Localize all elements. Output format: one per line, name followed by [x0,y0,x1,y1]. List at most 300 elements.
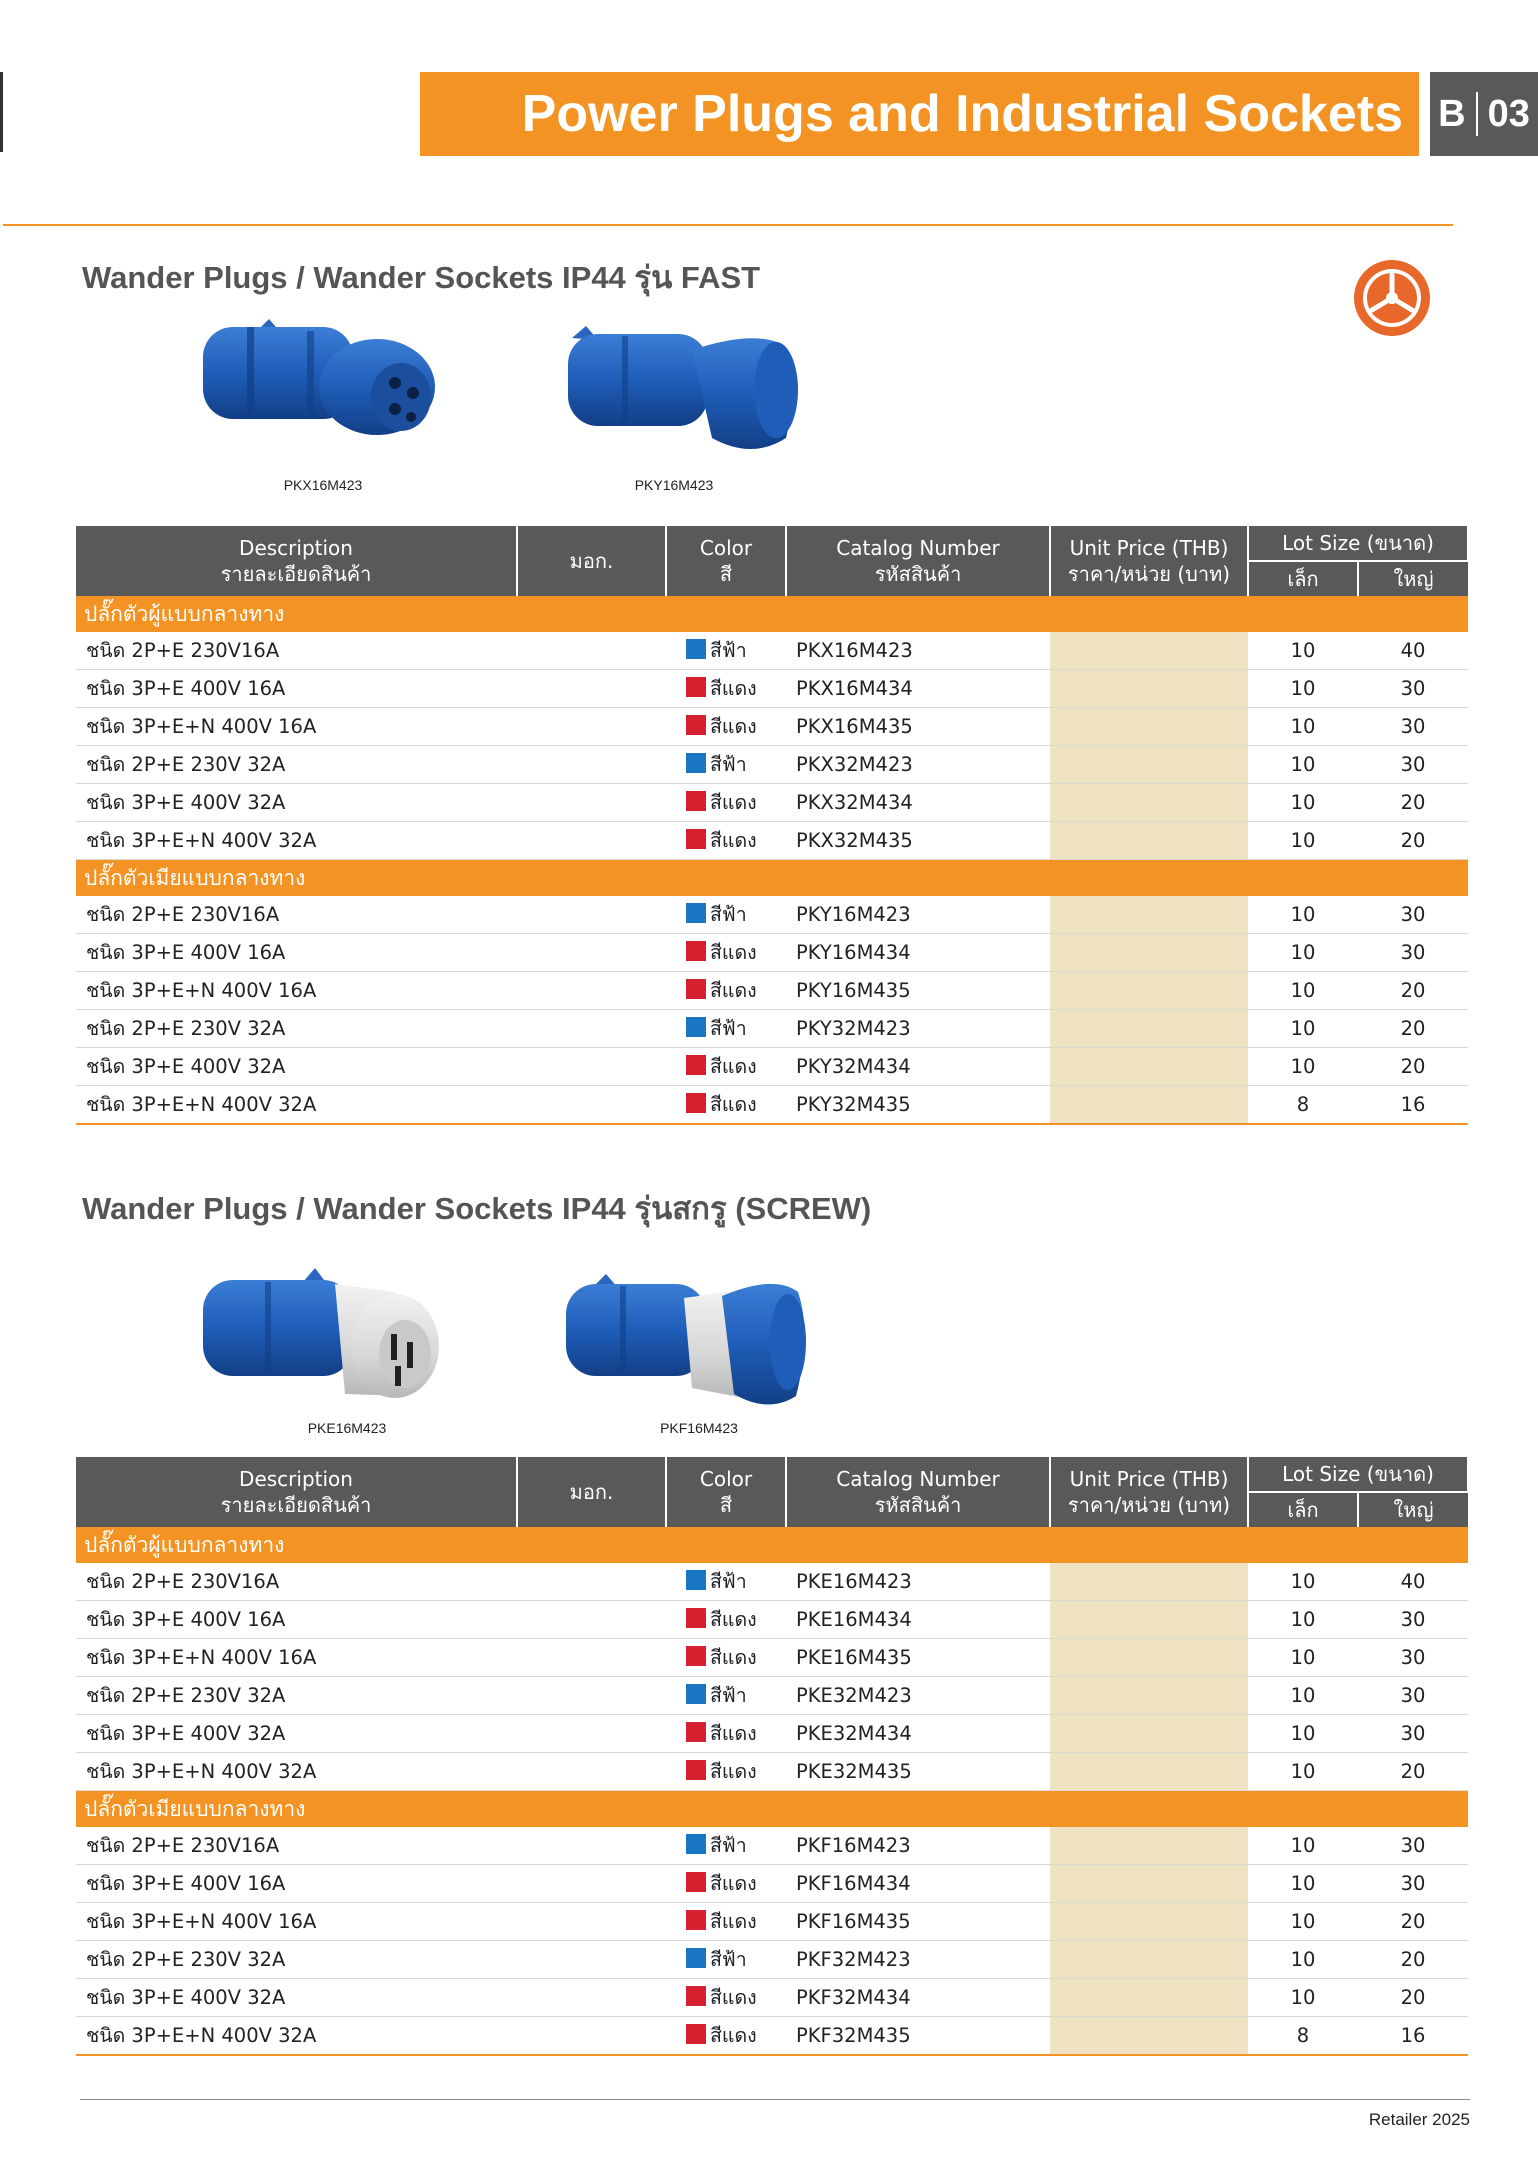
row-catalog-number: PKF32M423 [786,1941,1050,1979]
plug-male-screw-image [195,1262,445,1422]
row-lot-large: 30 [1358,746,1468,784]
header-description-th: รายละเอียดสินค้า [220,562,372,586]
page-number: 03 [1487,92,1530,135]
row-tis [517,1941,666,1979]
row-tis [517,896,666,934]
header-color-en: Color [699,536,753,560]
row-tis [517,1639,666,1677]
row-description: ชนิด 3P+E 400V 16A [76,934,517,972]
row-color-label: สีฟ้า [710,1570,747,1593]
row-color-label: สีฟ้า [710,1948,747,1971]
row-unit-price [1050,1086,1248,1125]
row-lot-small: 10 [1248,632,1358,670]
row-tis [517,1086,666,1125]
row-lot-small: 10 [1248,972,1358,1010]
row-unit-price [1050,1753,1248,1791]
category-label: ปลั๊กตัวผู้แบบกลางทาง [76,1527,1468,1563]
header-description [76,526,517,596]
row-lot-small: 10 [1248,896,1358,934]
header-price-th: ราคา/หน่วย (บาท) [1067,1493,1231,1517]
table-row [76,1677,1468,1715]
row-color-label: สีแดง [710,2024,757,2047]
row-catalog-number: PKE32M423 [786,1677,1050,1715]
row-lot-small: 10 [1248,1601,1358,1639]
table-row [76,746,1468,784]
header-price-th: ราคา/หน่วย (บาท) [1067,562,1231,586]
row-color [666,934,786,972]
row-color [666,972,786,1010]
row-tis [517,1827,666,1865]
row-color [666,896,786,934]
row-tis [517,972,666,1010]
color-swatch-icon [686,1608,706,1628]
row-lot-small: 10 [1248,1941,1358,1979]
product-table-screw [76,1457,1469,2056]
row-color [666,632,786,670]
row-description: ชนิด 3P+E 400V 32A [76,784,517,822]
row-description: ชนิด 3P+E+N 400V 16A [76,708,517,746]
row-catalog-number: PKE16M423 [786,1563,1050,1601]
row-lot-large: 30 [1358,896,1468,934]
row-lot-small: 10 [1248,1715,1358,1753]
color-swatch-icon [686,1834,706,1854]
row-color-label: สีแดง [710,677,757,700]
table-row [76,1086,1468,1125]
row-lot-small: 10 [1248,1563,1358,1601]
row-color [666,822,786,860]
table-row [76,1010,1468,1048]
row-unit-price [1050,1903,1248,1941]
header-lot-size: Lot Size (ขนาด) [1248,1457,1468,1492]
row-lot-large: 20 [1358,972,1468,1010]
table-row [76,934,1468,972]
color-swatch-icon [686,639,706,659]
row-color [666,708,786,746]
row-tis [517,1563,666,1601]
row-color-label: สีแดง [710,1760,757,1783]
category-row [76,596,1468,632]
row-lot-large: 30 [1358,934,1468,972]
header-color-th: สี [719,562,733,586]
category-label: ปลั๊กตัวเมียแบบกลางทาง [76,860,1468,897]
section-title-fast: Wander Plugs / Wander Sockets IP44 รุ่น FAST [82,260,761,295]
table-row [76,1941,1468,1979]
row-color-label: สีฟ้า [710,903,747,926]
color-swatch-icon [686,1986,706,2006]
row-catalog-number: PKY32M423 [786,1010,1050,1048]
image-caption: PKY16M423 [634,477,714,493]
header-description-en: Description [239,536,353,560]
header-color-en: Color [699,1467,753,1491]
color-swatch-icon [686,677,706,697]
header-tis: มอก. [517,1457,666,1527]
header-lot-small: เล็ก [1248,561,1358,596]
row-color [666,1903,786,1941]
row-color [666,1601,786,1639]
row-unit-price [1050,746,1248,784]
row-color-label: สีแดง [710,791,757,814]
row-color [666,2017,786,2056]
table-row [76,1903,1468,1941]
header-catalog [786,526,1050,596]
row-color [666,670,786,708]
row-description: ชนิด 3P+E 400V 16A [76,1865,517,1903]
header-catalog-th: รหัสสินค้า [874,1493,962,1517]
row-description: ชนิด 3P+E 400V 32A [76,1715,517,1753]
row-tis [517,670,666,708]
row-catalog-number: PKY32M435 [786,1086,1050,1125]
header-description-th: รายละเอียดสินค้า [220,1493,372,1517]
row-description: ชนิด 2P+E 230V16A [76,1827,517,1865]
row-unit-price [1050,670,1248,708]
row-color [666,746,786,784]
row-lot-small: 10 [1248,1865,1358,1903]
row-color-label: สีแดง [710,1055,757,1078]
row-description: ชนิด 3P+E+N 400V 32A [76,2017,517,2056]
row-description: ชนิด 2P+E 230V16A [76,632,517,670]
header-price [1050,1457,1248,1527]
row-tis [517,822,666,860]
row-color-label: สีฟ้า [710,1834,747,1857]
color-swatch-icon [686,2024,706,2044]
row-unit-price [1050,896,1248,934]
row-tis [517,746,666,784]
row-description: ชนิด 3P+E 400V 32A [76,1048,517,1086]
table-row [76,1563,1468,1601]
color-swatch-icon [686,1093,706,1113]
row-unit-price [1050,1010,1248,1048]
row-tis [517,1903,666,1941]
color-swatch-icon [686,903,706,923]
row-unit-price [1050,1048,1248,1086]
color-swatch-icon [686,1570,706,1590]
row-unit-price [1050,632,1248,670]
row-color-label: สีแดง [710,1986,757,2009]
color-swatch-icon [686,1017,706,1037]
header-color-th: สี [719,1493,733,1517]
table-row [76,2017,1468,2056]
row-lot-small: 10 [1248,670,1358,708]
row-catalog-number: PKY16M435 [786,972,1050,1010]
row-color-label: สีแดง [710,979,757,1002]
row-color-label: สีแดง [710,1910,757,1933]
row-lot-small: 10 [1248,1677,1358,1715]
row-color [666,1677,786,1715]
row-catalog-number: PKX16M435 [786,708,1050,746]
table-row [76,1639,1468,1677]
color-swatch-icon [686,715,706,735]
row-color [666,1563,786,1601]
color-swatch-icon [686,1910,706,1930]
table-row [76,1865,1468,1903]
row-description: ชนิด 2P+E 230V16A [76,896,517,934]
color-swatch-icon [686,1760,706,1780]
row-color-label: สีฟ้า [710,639,747,662]
row-catalog-number: PKE16M435 [786,1639,1050,1677]
color-swatch-icon [686,791,706,811]
row-lot-small: 10 [1248,1979,1358,2017]
row-color [666,784,786,822]
row-lot-large: 30 [1358,1715,1468,1753]
row-color [666,1086,786,1125]
row-tis [517,1715,666,1753]
header-tis: มอก. [517,526,666,596]
row-description: ชนิด 3P+E+N 400V 32A [76,822,517,860]
page-tag [1430,72,1538,156]
row-lot-large: 20 [1358,822,1468,860]
row-lot-large: 30 [1358,1639,1468,1677]
row-tis [517,708,666,746]
header-color [666,526,786,596]
header-description-en: Description [239,1467,353,1491]
row-color-label: สีฟ้า [710,1017,747,1040]
row-color-label: สีฟ้า [710,1684,747,1707]
row-unit-price [1050,1715,1248,1753]
table-row [76,784,1468,822]
header-description [76,1457,517,1527]
row-catalog-number: PKX16M434 [786,670,1050,708]
row-catalog-number: PKF32M435 [786,2017,1050,2056]
row-catalog-number: PKF16M423 [786,1827,1050,1865]
table-row [76,670,1468,708]
row-description: ชนิด 3P+E+N 400V 32A [76,1753,517,1791]
table-row [76,632,1468,670]
socket-female-image [562,320,812,480]
brand-logo-icon [1350,256,1434,340]
row-catalog-number: PKX32M423 [786,746,1050,784]
socket-female-screw-image [562,1268,812,1428]
color-swatch-icon [686,1684,706,1704]
category-row [76,1527,1468,1563]
row-catalog-number: PKX32M434 [786,784,1050,822]
row-unit-price [1050,1563,1248,1601]
row-catalog-number: PKF16M435 [786,1903,1050,1941]
row-unit-price [1050,708,1248,746]
row-tis [517,1753,666,1791]
row-unit-price [1050,1827,1248,1865]
row-tis [517,1010,666,1048]
row-lot-large: 40 [1358,1563,1468,1601]
row-color [666,1639,786,1677]
category-label: ปลั๊กตัวเมียแบบกลางทาง [76,1791,1468,1828]
row-unit-price [1050,784,1248,822]
row-unit-price [1050,1941,1248,1979]
row-lot-large: 20 [1358,1753,1468,1791]
page-title: Power Plugs and Industrial Sockets [420,72,1419,156]
color-swatch-icon [686,941,706,961]
header-price-en: Unit Price (THB) [1069,536,1229,560]
row-description: ชนิด 3P+E+N 400V 16A [76,972,517,1010]
color-swatch-icon [686,1055,706,1075]
row-unit-price [1050,934,1248,972]
row-lot-large: 20 [1358,1903,1468,1941]
table-row [76,1048,1468,1086]
row-lot-large: 30 [1358,1677,1468,1715]
image-caption: PKF16M423 [660,1420,738,1436]
row-lot-small: 10 [1248,1639,1358,1677]
row-lot-large: 16 [1358,2017,1468,2056]
row-color-label: สีแดง [710,1646,757,1669]
row-catalog-number: PKF16M434 [786,1865,1050,1903]
row-color [666,1715,786,1753]
row-tis [517,1048,666,1086]
row-color-label: สีแดง [710,829,757,852]
product-table-fast [76,526,1469,1125]
header-catalog [786,1457,1050,1527]
row-description: ชนิด 3P+E 400V 16A [76,1601,517,1639]
row-tis [517,1865,666,1903]
row-description: ชนิด 2P+E 230V 32A [76,1010,517,1048]
row-lot-small: 8 [1248,2017,1358,2056]
row-unit-price [1050,2017,1248,2056]
row-color-label: สีแดง [710,1722,757,1745]
image-caption: PKX16M423 [283,477,363,493]
row-unit-price [1050,1865,1248,1903]
row-description: ชนิด 2P+E 230V 32A [76,1677,517,1715]
row-lot-large: 30 [1358,670,1468,708]
row-catalog-number: PKY16M434 [786,934,1050,972]
row-color [666,1048,786,1086]
header-lot-large: ใหญ่ [1358,561,1468,596]
row-tis [517,934,666,972]
table-row [76,1979,1468,2017]
table-row [76,1753,1468,1791]
row-description: ชนิด 2P+E 230V 32A [76,1941,517,1979]
table-row [76,708,1468,746]
page-tag-divider [1476,92,1478,136]
row-color-label: สีแดง [710,715,757,738]
row-lot-large: 20 [1358,1941,1468,1979]
row-color-label: สีแดง [710,1093,757,1116]
row-description: ชนิด 2P+E 230V 32A [76,746,517,784]
color-swatch-icon [686,1872,706,1892]
row-catalog-number: PKF32M434 [786,1979,1050,2017]
row-lot-small: 8 [1248,1086,1358,1125]
row-description: ชนิด 3P+E+N 400V 32A [76,1086,517,1125]
row-lot-small: 10 [1248,1753,1358,1791]
table-row [76,896,1468,934]
row-lot-small: 10 [1248,746,1358,784]
row-catalog-number: PKE32M435 [786,1753,1050,1791]
row-color [666,1865,786,1903]
row-lot-small: 10 [1248,784,1358,822]
header-catalog-en: Catalog Number [836,1467,1000,1491]
row-lot-large: 20 [1358,784,1468,822]
row-catalog-number: PKX32M435 [786,822,1050,860]
header-rule [3,224,1453,226]
header-price [1050,526,1248,596]
header-color [666,1457,786,1527]
row-lot-small: 10 [1248,1903,1358,1941]
row-description: ชนิด 3P+E 400V 16A [76,670,517,708]
row-unit-price [1050,1677,1248,1715]
row-lot-large: 30 [1358,1865,1468,1903]
row-color [666,1010,786,1048]
row-unit-price [1050,1639,1248,1677]
row-unit-price [1050,822,1248,860]
section-title-screw: Wander Plugs / Wander Sockets IP44 รุ่นสกรู (SCREW) [82,1191,872,1226]
table-row [76,1827,1468,1865]
section-letter: B [1438,92,1466,135]
header-lot-size: Lot Size (ขนาด) [1248,526,1468,561]
plug-male-image [195,305,445,465]
color-swatch-icon [686,979,706,999]
row-catalog-number: PKE32M434 [786,1715,1050,1753]
header-catalog-en: Catalog Number [836,536,1000,560]
row-color [666,1827,786,1865]
row-color [666,1941,786,1979]
row-color [666,1753,786,1791]
row-lot-small: 10 [1248,822,1358,860]
header-price-en: Unit Price (THB) [1069,1467,1229,1491]
row-catalog-number: PKX16M423 [786,632,1050,670]
row-unit-price [1050,1601,1248,1639]
row-lot-large: 16 [1358,1086,1468,1125]
footer-rule [80,2099,1470,2100]
row-lot-large: 30 [1358,1601,1468,1639]
row-lot-large: 20 [1358,1979,1468,2017]
row-color-label: สีแดง [710,1608,757,1631]
row-description: ชนิด 2P+E 230V16A [76,1563,517,1601]
image-caption: PKE16M423 [307,1420,387,1436]
row-lot-small: 10 [1248,1827,1358,1865]
row-description: ชนิด 3P+E 400V 32A [76,1979,517,2017]
row-lot-small: 10 [1248,708,1358,746]
row-description: ชนิด 3P+E+N 400V 16A [76,1903,517,1941]
row-lot-small: 10 [1248,934,1358,972]
table-row [76,1715,1468,1753]
row-color-label: สีฟ้า [710,753,747,776]
row-tis [517,1601,666,1639]
row-lot-small: 10 [1248,1048,1358,1086]
table-row [76,972,1468,1010]
color-swatch-icon [686,753,706,773]
row-tis [517,1677,666,1715]
category-row [76,1791,1468,1828]
row-lot-large: 30 [1358,1827,1468,1865]
category-row [76,860,1468,897]
row-unit-price [1050,972,1248,1010]
header-catalog-th: รหัสสินค้า [874,562,962,586]
header-lot-large: ใหญ่ [1358,1492,1468,1527]
row-color-label: สีแดง [710,1872,757,1895]
row-tis [517,1979,666,2017]
row-tis [517,632,666,670]
color-swatch-icon [686,1948,706,1968]
page-edge-mark [0,72,3,152]
row-catalog-number: PKE16M434 [786,1601,1050,1639]
row-unit-price [1050,1979,1248,2017]
color-swatch-icon [686,829,706,849]
row-description: ชนิด 3P+E+N 400V 16A [76,1639,517,1677]
row-catalog-number: PKY16M423 [786,896,1050,934]
row-catalog-number: PKY32M434 [786,1048,1050,1086]
row-lot-large: 20 [1358,1048,1468,1086]
row-lot-small: 10 [1248,1010,1358,1048]
row-tis [517,784,666,822]
row-color [666,1979,786,2017]
category-label: ปลั๊กตัวผู้แบบกลางทาง [76,596,1468,632]
row-tis [517,2017,666,2056]
table-row [76,1601,1468,1639]
row-lot-large: 30 [1358,708,1468,746]
footer-text: Retailer 2025 [1368,2110,1470,2129]
table-row [76,822,1468,860]
row-lot-large: 20 [1358,1010,1468,1048]
header-lot-small: เล็ก [1248,1492,1358,1527]
row-color-label: สีแดง [710,941,757,964]
color-swatch-icon [686,1646,706,1666]
